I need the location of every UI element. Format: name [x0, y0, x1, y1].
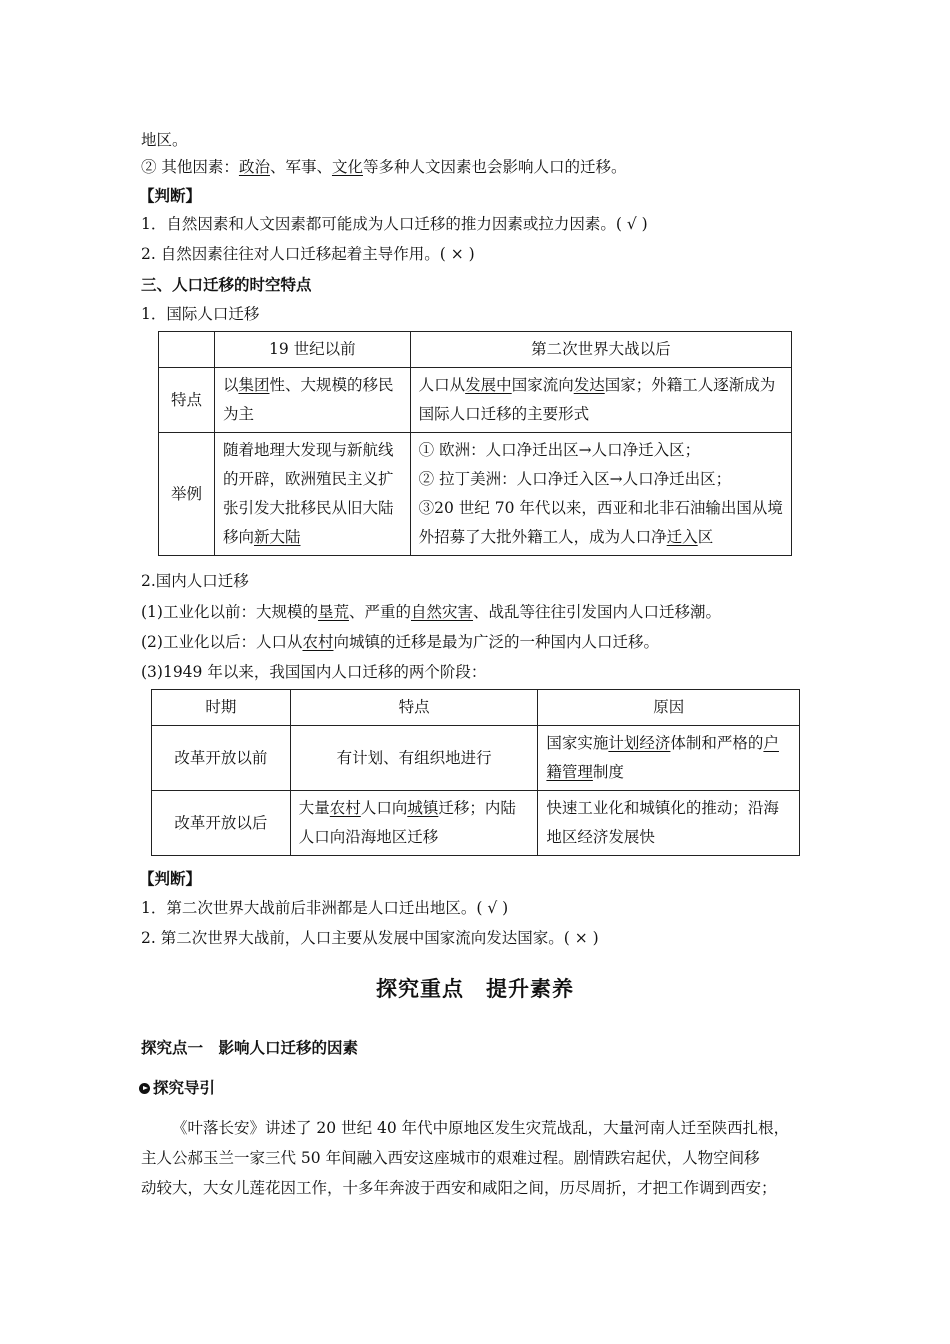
table-cell: 改革开放以前 — [152, 726, 291, 791]
paragraph-line: 《叶落长安》讲述了 20 世纪 40 年代中原地区发生灾荒战乱，大量河南人迁至陕西扎根， — [172, 1119, 790, 1137]
row-label: 举例 — [159, 433, 215, 556]
table-cell: 有计划、有组织地进行 — [290, 726, 538, 791]
table-header: 19 世纪以前 — [214, 332, 410, 368]
table-cell: 改革开放以后 — [152, 791, 291, 856]
row-label: 特点 — [159, 368, 215, 433]
paragraph: (1)工业化以前：大规模的垦荒、严重的自然灾害、战乱等往往引发国内人口迁移潮。 — [141, 603, 722, 621]
table-cell: 以集团性、大规模的移民为主 — [214, 368, 410, 433]
paragraph-line: 主人公郝玉兰一家三代 50 年间融入西安这座城市的艰难过程。剧情跌宕起伏，人物空间移 — [141, 1149, 760, 1167]
table-cell: 人口从发展中国家流向发达国家；外籍工人逐渐成为国际人口迁移的主要形式 — [410, 368, 791, 433]
judge-heading: 【判断】 — [139, 187, 202, 205]
play-circle-icon — [139, 1083, 150, 1094]
other-factors-line: ② 其他因素：政治、军事、文化等多种人文因素也会影响人口的迁移。 — [141, 158, 627, 176]
explore-guide: 探究导引 — [139, 1076, 215, 1098]
paragraph-line: 动较大，大女儿莲花因工作，十多年奔波于西安和咸阳之间，历尽周折，才把工作调到西安； — [141, 1179, 777, 1197]
subheading: 1．国际人口迁移 — [141, 305, 260, 323]
table-cell: 国家实施计划经济体制和严格的户籍管理制度 — [538, 726, 800, 791]
judge-item: 1．自然因素和人文因素都可能成为人口迁移的推力因素或拉力因素。( √ ) — [141, 215, 648, 233]
judge-item: 2. 第二次世界大战前，人口主要从发展中国家流向发达国家。( × ) — [141, 929, 599, 947]
table-cell: 快速工业化和城镇化的推动；沿海地区经济发展快 — [538, 791, 800, 856]
paragraph: (3)1949 年以来，我国国内人口迁移的两个阶段： — [141, 663, 487, 681]
table-header: 特点 — [290, 690, 538, 726]
subheading: 2.国内人口迁移 — [141, 572, 249, 590]
table-cell: 大量农村人口向城镇迁移；内陆人口向沿海地区迁移 — [290, 791, 538, 856]
international-migration-table — [158, 331, 792, 556]
section-banner: 探究重点 提升素养 — [376, 977, 574, 1001]
paragraph: (2)工业化以后：人口从农村向城镇的迁移是最为广泛的一种国内人口迁移。 — [141, 633, 659, 651]
table-header: 时期 — [152, 690, 291, 726]
table-header: 原因 — [538, 690, 800, 726]
table-cell: 随着地理大发现与新航线的开辟，欧洲殖民主义扩张引发大批移民从旧大陆移向新大陆 — [214, 433, 410, 556]
judge-item: 2. 自然因素往往对人口迁移起着主导作用。( × ) — [141, 245, 475, 263]
text-line: 地区。 — [141, 131, 188, 149]
explore-title: 探究点一 影响人口迁移的因素 — [141, 1039, 359, 1057]
judge-item: 1．第二次世界大战前后非洲都是人口迁出地区。( √ ) — [141, 899, 509, 917]
section-heading: 三、人口迁移的时空特点 — [141, 276, 312, 294]
table-cell: ① 欧洲：人口净迁出区→人口净迁入区； ② 拉丁美洲：人口净迁入区→人口净迁出区； ③20 世纪 70 年代以来，西亚和北非石油输出国从境外招募了大批外籍工人，成为人口净迁入区 — [410, 433, 791, 556]
table-cell — [159, 332, 215, 368]
domestic-migration-table — [151, 689, 800, 856]
judge-heading: 【判断】 — [139, 870, 202, 888]
table-header: 第二次世界大战以后 — [410, 332, 791, 368]
